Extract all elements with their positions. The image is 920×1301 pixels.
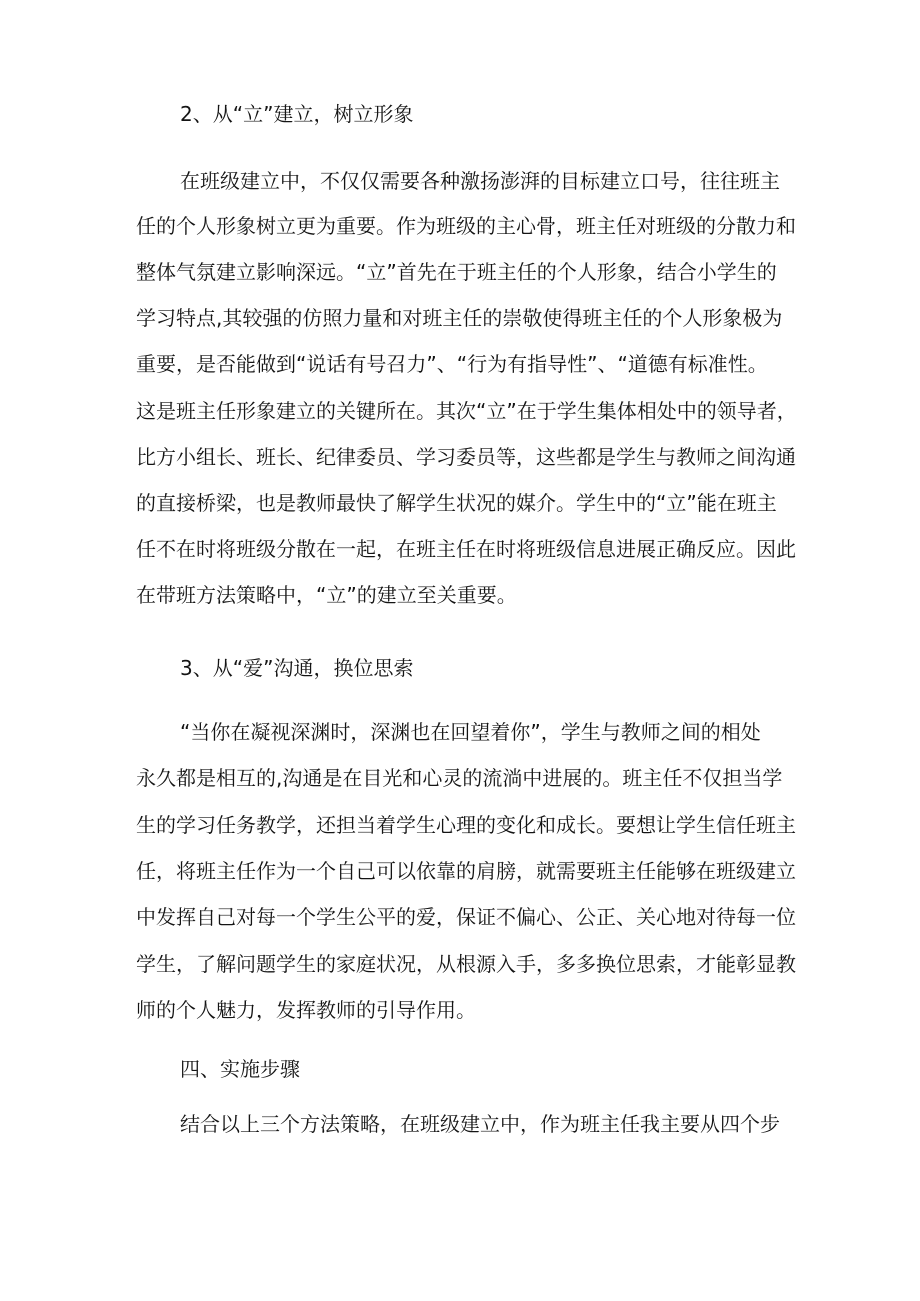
paragraph-line: 中发挥自己对每一个学生公平的爱，保证不偏心、公正、关心地对待每一位 <box>136 905 796 929</box>
paragraph-line: 整体气氛建立影响深远。“立”首先在于班主任的个人形象，结合小学生的 <box>136 260 777 284</box>
paragraph-line: 永久都是相互的,沟通是在目光和心灵的流淌中进展的。班主任不仅担当学 <box>136 766 783 790</box>
section-heading-3: 3、从“爱”沟通，换位思索 <box>180 656 414 680</box>
paragraph-line: 重要，是否能做到“说话有号召力”、“行为有指导性”、“道德有标准性。 <box>136 352 768 376</box>
paragraph-line: 师的个人魅力，发挥教师的引导作用。 <box>136 998 476 1022</box>
section-heading-2: 2、从“立”建立，树立形象 <box>180 102 414 126</box>
paragraph-line: 学习特点,其较强的仿照力量和对班主任的崇敬使得班主任的个人形象极为 <box>136 306 783 330</box>
paragraph-line: 在带班方法策略中，“立”的建立至关重要。 <box>136 583 517 607</box>
paragraph-line: 比方小组长、班长、纪律委员、学习委员等，这些都是学生与教师之间沟通 <box>136 445 796 469</box>
paragraph-line: 生的学习任务教学，还担当着学生心理的变化和成长。要想让学生信任班主 <box>136 813 796 837</box>
paragraph-line: 结合以上三个方法策略，在班级建立中，作为班主任我主要从四个步 <box>180 1112 780 1136</box>
paragraph-line: 任，将班主任作为一个自己可以依靠的肩膀，就需要班主任能够在班级建立 <box>136 859 796 883</box>
paragraph-line: “当你在凝视深渊时，深渊也在回望着你”，学生与教师之间的相处 <box>180 720 761 744</box>
paragraph-line: 这是班主任形象建立的关键所在。其次“立”在于学生集体相处中的领导者， <box>136 399 797 423</box>
paragraph-line: 任不在时将班级分散在一起，在班主任在时将班级信息进展正确反应。因此 <box>136 537 796 561</box>
section-heading-4: 四、实施步骤 <box>180 1057 300 1081</box>
paragraph-line: 任的个人形象树立更为重要。作为班级的主心骨，班主任对班级的分散力和 <box>136 214 796 238</box>
paragraph-line: 学生，了解问题学生的家庭状况，从根源入手，多多换位思索，才能彰显教 <box>136 952 796 976</box>
paragraph-line: 的直接桥梁，也是教师最快了解学生状况的媒介。学生中的“立”能在班主 <box>136 491 777 515</box>
paragraph-line: 在班级建立中，不仅仅需要各种激扬澎湃的目标建立口号，往往班主 <box>180 169 780 193</box>
